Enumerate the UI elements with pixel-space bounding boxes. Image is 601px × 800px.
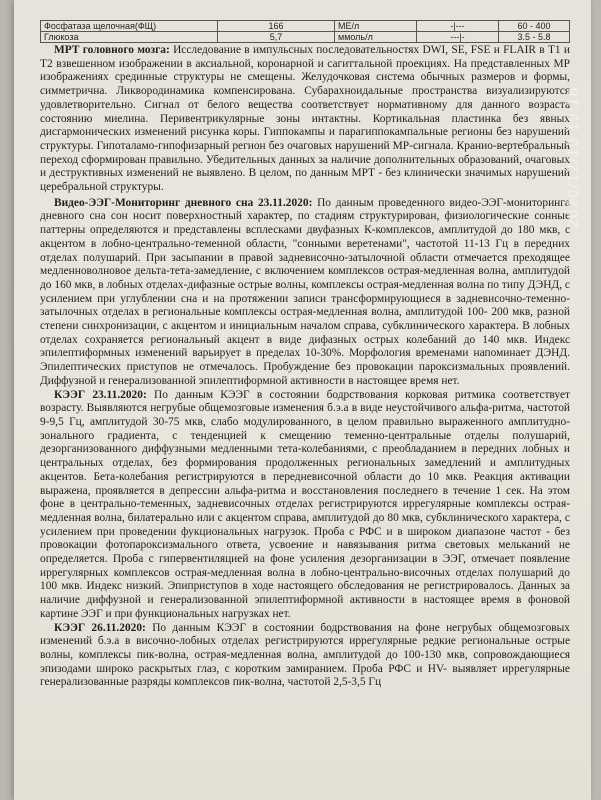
lab-value-cell: 166 (218, 21, 335, 32)
lab-name-cell: Глюкоза (41, 32, 218, 43)
lab-flag-cell: ---|- (417, 32, 499, 43)
camera-date-stamp: 2020/12/10 19:16 (566, 86, 582, 228)
video-eeg-text: По данным проведенного видео-ЭЭГ-мониторинга дневного сна сон носит поверхностный характер, по стадиям структурирован, физиологические сонные паттерны определяются и представлены всплесками двуфазных К-комплексов, амплитудой до 180 мкв, с акцентом в лобно-центрально-теменной области, "сонными веретенами", частотой 11-13 Гц в передних отделах полушарий. При засыпании в правой задневисочно-затылочной области отмечается преходящее медленноволновое дельта-тета-замедление, с включением комплексов острая-медленная волна, амплитудой до 160 мкв, в лобных отделах-дифазные острые волны, комплексы острая-медленная волна по типу ДЭНД, с усилением при углублении сна и на протяжении записи трансформирующиеся в задневисочно-теменно-затылочных отделах в региональные комплексы острая-медленная волна, амплитудой 100- 200 мкв, разной степени синхронизации, с акцентом и инициальным началом справа, субклинического характера. В лобных отделах сохраняется региональный акцент в виде дифазных острых колебаний до 140 мкв. Индекс эпилептиформных изменений варьирует в пределах 10-30%. Морфология временами напоминает ДЭНД. Эпилептических приступов не отмечалось. Пробуждение без провокации пароксизмальных проявлений. Диффузной и генерализованной эпилептиформной активности в настоящее время нет. (40, 196, 570, 387)
keeg-1-section (40, 389, 570, 622)
mri-heading: МРТ головного мозга: (54, 44, 170, 56)
lab-range-cell: 3.5 - 5.8 (499, 32, 570, 43)
lab-range-cell: 60 - 400 (499, 21, 570, 32)
table-row (41, 32, 570, 43)
lab-name-cell: Фосфатаза щелочная(ФЩ) (41, 21, 218, 32)
lab-unit-cell: МЕ/л (335, 21, 417, 32)
report-body (40, 44, 570, 690)
keeg-2-section (40, 622, 570, 691)
mri-section (40, 44, 570, 195)
lab-value-cell: 5,7 (218, 32, 335, 43)
table-row (41, 21, 570, 32)
lab-flag-cell: -|--- (417, 21, 499, 32)
video-eeg-heading: Видео-ЭЭГ-Мониторинг дневного сна 23.11.2020: (54, 196, 313, 209)
document-page (14, 0, 591, 800)
keeg-1-heading: КЭЭГ 23.11.2020: (54, 388, 147, 401)
keeg-1-text: По данным КЭЭГ в состоянии бодрствования корковая ритмика соответствует возрасту. Выявляются негрубые общемозговые изменения б.э.а в виде неустойчивого альфа-ритма, частотой 9-9,5 Гц, амплитудой 30-75 мкв, слабо модулированного, в целом правильно выраженного амплитудно-зонального градиента, с тенденцией к смещению теменно-центральные отделы полушарий, дезорганизованного диффузными медленными тета-колебаниями, с преобладанием в передних лобных и центральных отделах, без формирования продолженных региональных замедлений и амплитудных акцентов. Бета-колебания регистрируются в передневисочной области до 10 мкв. Реакция активации выражена, проявляется в депрессии альфа-ритма и восстановления последнего в течение 1 сек. На этом фоне в центрально-теменных, задневисочных отделах регистрируются иррегулярные комплексы острая-медленная волна, билатерально или с акцентом справа, амплитудой до 80 мкв, субклинического характера, с усилением при проведении фукциональных нагрузок. Проба с РФС и в широком диапазоне частот - без провокации фотопароксизмального ответа, усвоение и навязывания ритма световых мельканий не определяется. Проба с гипервентиляцией на фоне усиления дезорганизации в ЭЭГ, отмечает появление иррегулярных комплексов острая-медленная волна в лобно-центрально-височных отделах полушарий до 100 мкв. Индекс низкий. Эпиприступов в ходе настоящего обследования не регистрировалось. Данных за наличие диффузной и генерализованной эпилептиформной активности в настоящее время в фоновой картине ЭЭГ и при функциональных нагрузках нет. (40, 388, 570, 620)
video-eeg-section (40, 197, 570, 389)
lab-results-table (40, 20, 570, 43)
keeg-2-heading: КЭЭГ 26.11.2020: (54, 621, 146, 634)
mri-text: Исследование в импульсных последовательностях DWI, SE, FSE и FLAIR в T1 и T2 взвешенном изображении в аксиальной, коронарной и сагиттальной проекциях. На представленных МР изображениях срединные структуры не смещены. Желудочковая система обычных размеров и формы, симметрична. Ликвородинамика компенсирована. Субарахноидальные пространства визуализируются удовлетворительно. Сигнал от белого вещества соответствует нормативному для данного возраста состоянию миелина. Перивентрикулярные зоны интактны. Кортикальная пластинка без явных дисгармонических изменений рисунка коры. Гиппокампы и парагиппокампальные регионы без нарушений структуры. Гипоталамо-гипофизарный регион без очаговых нарушений МР-сигнала. Кранио-вертебральный переход сформирован правильно. Убедительных данных за наличие дополнительных образований, очаговых и деструктивных изменений не выявлено. В целом, по данным МРТ - без клинически значимых нарушений церебральной структуры. (40, 44, 570, 194)
lab-unit-cell: ммоль/л (335, 32, 417, 43)
keeg-2-text: По данным КЭЭГ в состоянии бодрствования на фоне негрубых общемозговых изменений б.э.а в височно-лобных отделах регистрируются иррегулярные редкие региональные острые волны, комплексы пик-волна, острая-медленная волна, амплитудой до 100-130 мкв, сопровождающиеся эпизодами широко раскрытых глаз, с коротким замиранием. Проба РФС и HV- выявляет иррегулярные генерализованные разряды комплексов пик-волна, частотой 2,5-3,5 Гц (40, 621, 570, 689)
